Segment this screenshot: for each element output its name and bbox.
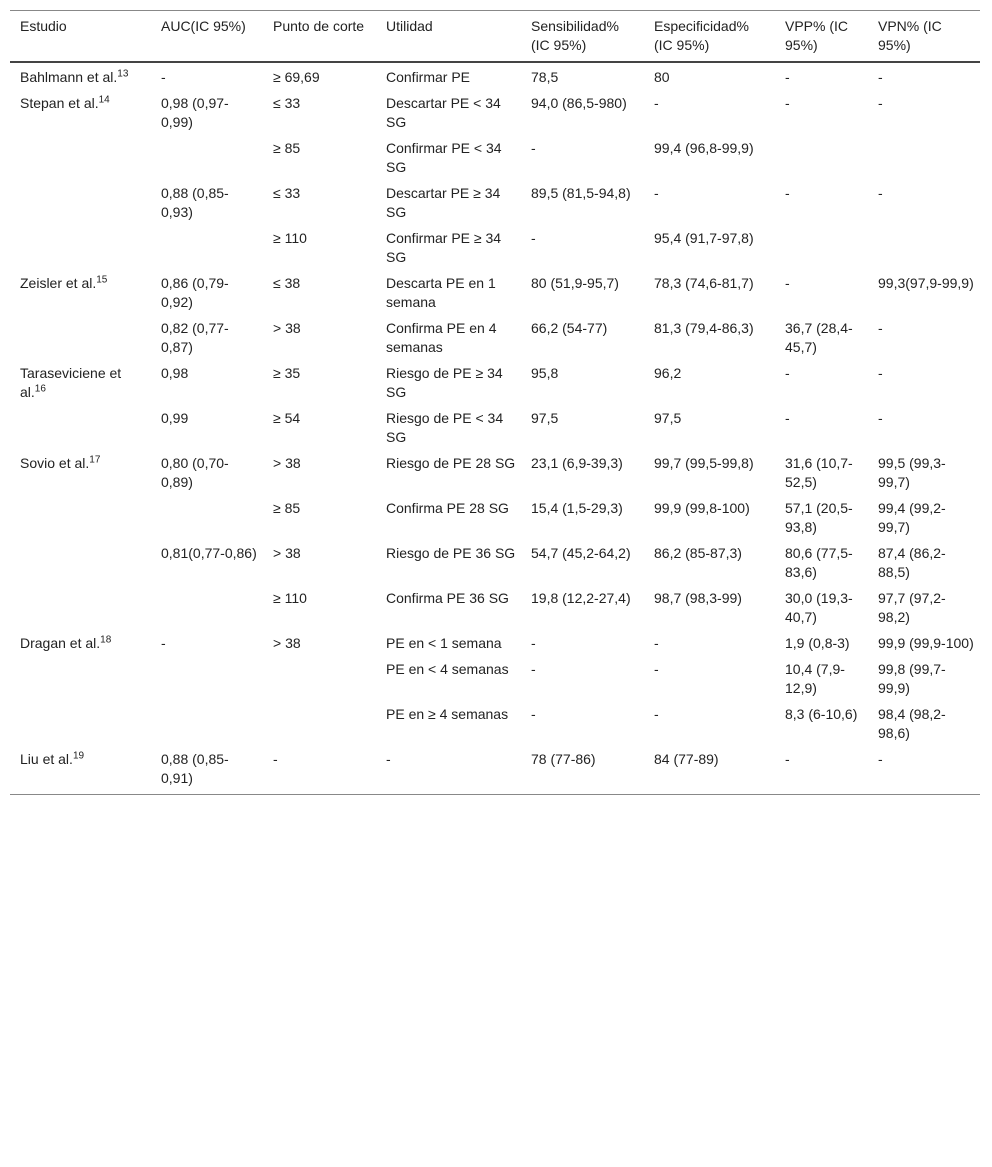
cell-auc: 0,80 (0,70-0,89)	[161, 455, 229, 490]
table-row	[10, 359, 980, 404]
cell-vpn: -	[878, 95, 883, 111]
cell-utility: Descartar PE ≥ 34 SG	[386, 185, 501, 220]
cell-vpn: -	[868, 745, 980, 795]
cell-auc: 0,88 (0,85-0,91)	[151, 745, 263, 795]
cell-vpn: -	[878, 410, 883, 426]
cell-auc: 0,99	[161, 410, 189, 426]
cell-vpp: 1,9 (0,8-3)	[785, 635, 850, 651]
cell-utility: Confirma PE 28 SG	[386, 500, 509, 516]
cell-utility: Confirmar PE < 34 SG	[386, 140, 502, 175]
cell-auc: 0,88 (0,85-0,93)	[161, 185, 229, 220]
cell-specificity: 78,3 (74,6-81,7)	[654, 275, 754, 291]
cell-specificity: 99,7 (99,5-99,8)	[654, 455, 754, 471]
cell-vpp: -	[785, 185, 790, 201]
cell-utility: Confirmar PE ≥ 34 SG	[386, 230, 502, 265]
cell-vpp: 36,7 (28,4-45,7)	[785, 320, 853, 355]
cell-cutoff: ≤ 33	[273, 185, 301, 201]
table-row	[10, 584, 980, 629]
cell-vpp	[775, 224, 868, 269]
cell-vpp: -	[785, 69, 790, 85]
cell-vpn: 99,4 (99,2-99,7)	[878, 500, 946, 535]
cell-vpn: 87,4 (86,2-88,5)	[878, 545, 946, 580]
cell-specificity: 99,4 (96,8-99,9)	[654, 140, 754, 156]
cell-study	[10, 359, 151, 404]
cell-sensitivity: 66,2 (54-77)	[531, 320, 608, 336]
cell-auc	[151, 134, 263, 179]
cell-cutoff: ≤ 38	[273, 275, 301, 291]
table-row	[10, 700, 980, 745]
cell-cutoff: ≥ 69,69	[273, 69, 320, 85]
reference-number: 16	[34, 383, 46, 395]
cell-study	[10, 314, 151, 359]
cell-auc: 0,81(0,77-0,86)	[161, 545, 257, 561]
cell-auc	[151, 584, 263, 629]
cell-specificity: 80	[654, 69, 670, 85]
table-container	[10, 10, 980, 795]
cell-specificity: 81,3 (79,4-86,3)	[654, 320, 754, 336]
cell-study	[10, 449, 151, 494]
cell-vpn: 98,4 (98,2-98,6)	[878, 706, 946, 741]
cell-study	[10, 745, 151, 795]
cell-study	[10, 404, 151, 449]
cell-study	[10, 89, 151, 134]
study-name: Liu et al.	[20, 751, 73, 767]
column-header: VPN% (IC 95%)	[868, 11, 980, 63]
cell-cutoff: -	[263, 745, 376, 795]
cell-sensitivity: 54,7 (45,2-64,2)	[531, 545, 631, 561]
table-row	[10, 89, 980, 134]
cell-vpp: 31,6 (10,7-52,5)	[785, 455, 853, 490]
cell-specificity: -	[654, 95, 659, 111]
cell-vpn	[868, 224, 980, 269]
cell-specificity: -	[654, 185, 659, 201]
cell-vpn: -	[878, 185, 883, 201]
cell-vpp: 30,0 (19,3-40,7)	[785, 590, 853, 625]
table-row	[10, 179, 980, 224]
table-row	[10, 404, 980, 449]
cell-auc	[151, 700, 263, 745]
cell-vpp: -	[785, 410, 790, 426]
cell-cutoff: > 38	[273, 320, 301, 336]
cell-vpp: -	[785, 275, 790, 291]
study-name: Zeisler et al.	[20, 275, 97, 291]
cell-cutoff: ≥ 110	[273, 230, 307, 246]
cell-sensitivity: 23,1 (6,9-39,3)	[531, 455, 623, 471]
column-header: Utilidad	[376, 11, 521, 63]
column-header: Sensibilidad% (IC 95%)	[521, 11, 644, 63]
table-row	[10, 539, 980, 584]
table-row	[10, 134, 980, 179]
cell-sensitivity: 78,5	[531, 69, 559, 85]
cell-specificity: 84 (77-89)	[644, 745, 775, 795]
cell-cutoff: ≥ 85	[273, 500, 301, 516]
cell-cutoff: > 38	[273, 635, 301, 651]
cell-auc: 0,86 (0,79-0,92)	[161, 275, 229, 310]
cell-cutoff: ≤ 33	[273, 95, 301, 111]
cell-vpp: -	[775, 745, 868, 795]
cell-specificity: 99,9 (99,8-100)	[654, 500, 750, 516]
cell-sensitivity: 80 (51,9-95,7)	[531, 275, 619, 291]
cell-specificity: 97,5	[654, 410, 682, 426]
cell-auc: 0,98	[161, 365, 189, 381]
reference-number: 17	[89, 454, 101, 466]
cell-sensitivity: -	[531, 661, 536, 677]
study-name: Stepan et al.	[20, 95, 99, 111]
cell-auc	[151, 494, 263, 539]
cell-vpn: 99,3(97,9-99,9)	[878, 275, 974, 291]
cell-sensitivity: 97,5	[531, 410, 559, 426]
cell-vpp: 10,4 (7,9-12,9)	[785, 661, 845, 696]
cell-vpp: 8,3 (6-10,6)	[785, 706, 858, 722]
cell-sensitivity: 89,5 (81,5-94,8)	[531, 185, 631, 201]
cell-specificity: -	[654, 661, 659, 677]
reference-number: 19	[72, 750, 85, 762]
cell-auc	[151, 224, 263, 269]
cell-cutoff	[263, 700, 376, 745]
cell-sensitivity: -	[531, 635, 536, 651]
cell-vpn	[868, 134, 980, 179]
cell-specificity: 98,7 (98,3-99)	[654, 590, 742, 606]
cell-cutoff: ≥ 85	[273, 140, 301, 156]
cell-study	[10, 134, 151, 179]
cell-cutoff: ≥ 35	[273, 365, 301, 381]
table-row	[10, 269, 980, 314]
cell-vpp	[775, 134, 868, 179]
cell-vpp: 57,1 (20,5-93,8)	[785, 500, 853, 535]
cell-sensitivity: 78 (77-86)	[521, 745, 644, 795]
table-header	[10, 11, 980, 63]
cell-sensitivity: -	[531, 230, 536, 246]
cell-sensitivity: 15,4 (1,5-29,3)	[531, 500, 623, 516]
reference-number: 14	[98, 94, 110, 106]
cell-sensitivity: 95,8	[531, 365, 559, 381]
study-name: Dragan et al.	[20, 635, 101, 651]
column-header: Especificidad% (IC 95%)	[644, 11, 775, 63]
cell-study	[10, 179, 151, 224]
cell-auc: 0,82 (0,77-0,87)	[161, 320, 229, 355]
table-row	[10, 224, 980, 269]
study-name: Sovio et al.	[20, 455, 90, 471]
table-row	[10, 629, 980, 655]
cell-utility: PE en < 1 semana	[386, 635, 502, 651]
study-name: Taraseviciene et al.	[20, 365, 122, 400]
reference-number: 15	[96, 274, 108, 286]
results-table	[10, 10, 980, 795]
cell-cutoff: > 38	[273, 545, 301, 561]
cell-utility: Descartar PE < 34 SG	[386, 95, 501, 130]
cell-study	[10, 539, 151, 584]
cell-utility: Riesgo de PE 28 SG	[386, 455, 516, 471]
cell-auc	[151, 655, 263, 700]
cell-vpn: -	[878, 69, 883, 85]
table-row	[10, 314, 980, 359]
cell-sensitivity: 94,0 (86,5-980)	[531, 95, 627, 111]
cell-study	[10, 700, 151, 745]
column-header: Estudio	[10, 11, 151, 63]
cell-utility: -	[376, 745, 521, 795]
cell-cutoff	[263, 655, 376, 700]
cell-study	[10, 494, 151, 539]
cell-specificity: 86,2 (85-87,3)	[654, 545, 742, 561]
cell-study	[10, 655, 151, 700]
cell-study	[10, 584, 151, 629]
cell-utility: PE en < 4 semanas	[386, 661, 509, 677]
table-body	[10, 62, 980, 795]
column-header: AUC(IC 95%)	[151, 11, 263, 63]
cell-utility: Riesgo de PE ≥ 34 SG	[386, 365, 503, 400]
column-header: VPP% (IC 95%)	[775, 11, 868, 63]
cell-cutoff: > 38	[273, 455, 301, 471]
cell-specificity: 95,4 (91,7-97,8)	[654, 230, 754, 246]
table-row	[10, 449, 980, 494]
study-name: Bahlmann et al.	[20, 69, 118, 85]
cell-vpn: 99,8 (99,7-99,9)	[878, 661, 946, 696]
cell-specificity: 96,2	[654, 365, 682, 381]
reference-number: 13	[117, 68, 129, 80]
header-row	[10, 11, 980, 63]
cell-utility: Descarta PE en 1 semana	[386, 275, 496, 310]
cell-utility: PE en ≥ 4 semanas	[386, 706, 509, 722]
cell-vpn: 97,7 (97,2-98,2)	[878, 590, 946, 625]
cell-auc: -	[161, 69, 166, 85]
cell-vpn: -	[878, 365, 883, 381]
cell-cutoff: ≥ 54	[273, 410, 301, 426]
cell-study	[10, 269, 151, 314]
cell-vpp: -	[785, 365, 790, 381]
cell-vpn: 99,9 (99,9-100)	[878, 635, 974, 651]
cell-cutoff: ≥ 110	[273, 590, 307, 606]
cell-study	[10, 224, 151, 269]
cell-vpp: -	[785, 95, 790, 111]
cell-sensitivity: -	[531, 706, 536, 722]
cell-auc: 0,98 (0,97-0,99)	[161, 95, 229, 130]
cell-utility: Confirma PE en 4 semanas	[386, 320, 497, 355]
cell-study	[10, 629, 151, 655]
cell-vpn: -	[878, 320, 883, 336]
table-row	[10, 655, 980, 700]
cell-vpp: 80,6 (77,5-83,6)	[785, 545, 853, 580]
table-row	[10, 745, 980, 795]
cell-utility: Confirma PE 36 SG	[386, 590, 509, 606]
cell-specificity: -	[654, 706, 659, 722]
cell-sensitivity: -	[531, 140, 536, 156]
cell-sensitivity: 19,8 (12,2-27,4)	[531, 590, 631, 606]
cell-utility: Riesgo de PE < 34 SG	[386, 410, 504, 445]
cell-utility: Riesgo de PE 36 SG	[386, 545, 516, 561]
cell-specificity: -	[654, 635, 659, 651]
cell-utility: Confirmar PE	[386, 69, 471, 85]
table-row	[10, 62, 980, 89]
column-header: Punto de corte	[263, 11, 376, 63]
cell-vpn: 99,5 (99,3-99,7)	[878, 455, 946, 490]
cell-study	[10, 62, 151, 89]
reference-number: 18	[100, 634, 112, 646]
table-row	[10, 494, 980, 539]
cell-auc: -	[161, 635, 166, 651]
